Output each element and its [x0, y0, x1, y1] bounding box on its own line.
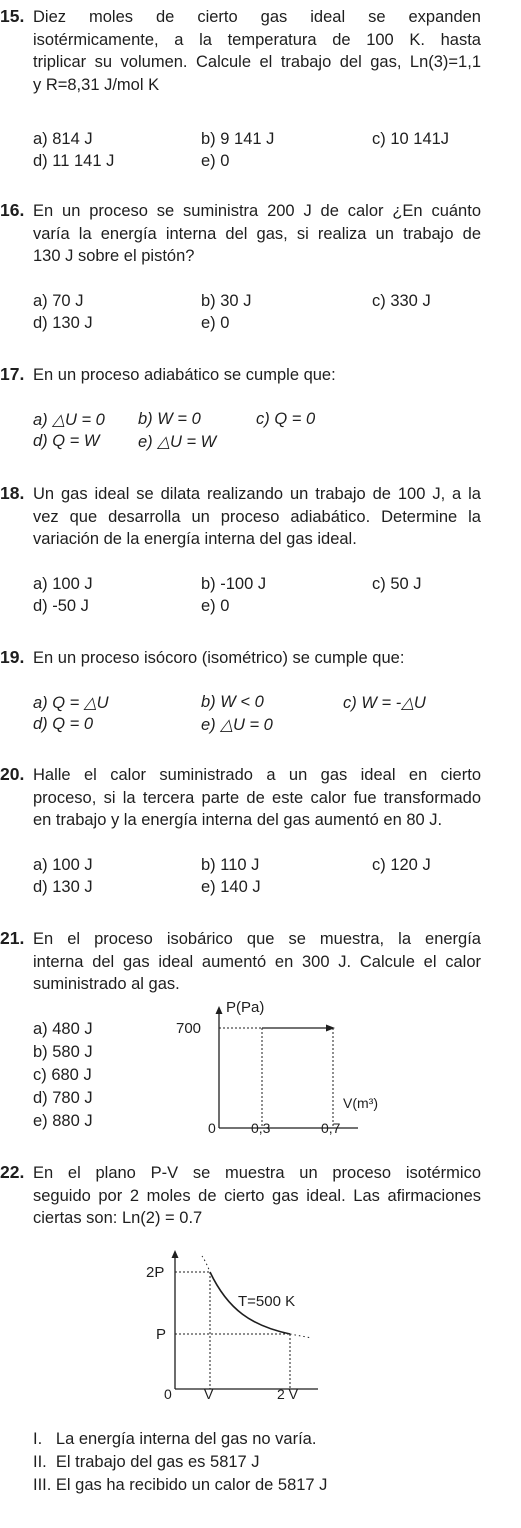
option-a[interactable]: a) 100 J — [33, 856, 93, 874]
question-number: 22. — [0, 1162, 25, 1182]
isotherm-extension-end — [290, 1334, 312, 1338]
option-b[interactable]: b) -100 J — [201, 575, 267, 593]
option-c[interactable]: c) W = -△U — [343, 694, 426, 712]
option-e[interactable]: e) 880 J — [33, 1112, 93, 1130]
option-a[interactable]: a) 814 J — [33, 130, 93, 148]
y-axis-arrow — [216, 1006, 223, 1014]
pressure-tick: 700 — [176, 1020, 202, 1037]
question-text: En el plano P-V se muestra un proceso isotérmico seguido por 2 moles de cierto gas ideal. Las afirmaciones ciertas son: Ln(2) = 0.7 — [33, 1164, 481, 1227]
option-b[interactable]: b) W < 0 — [201, 693, 264, 711]
option-c[interactable]: c) 330 J — [372, 292, 431, 310]
question-text: Diez moles de cierto gas ideal se expanden isotérmicamente, a la temperatura de 100 K. hasta triplicar su volumen. Calcule el trabajo del gas, Ln(3)=1,1 y R=8,31 J/mol K — [33, 8, 481, 94]
option-b[interactable]: b) 30 J — [201, 292, 252, 310]
option-a[interactable]: a) 70 J — [33, 292, 84, 310]
option-d[interactable]: d) 11 141 J — [33, 152, 115, 170]
v1-tick: 0,3 — [251, 1120, 271, 1135]
question-text: En un proceso adiabático se cumple que: — [33, 366, 336, 384]
option-a[interactable]: a) △U = 0 — [33, 411, 105, 429]
y-axis-label: P(Pa) — [226, 1000, 265, 1016]
option-c[interactable]: c) 10 141J — [372, 130, 450, 148]
option-d[interactable]: d) Q = 0 — [33, 715, 94, 733]
option-d[interactable]: d) 130 J — [33, 314, 93, 332]
option-e[interactable]: e) 0 — [201, 152, 230, 170]
question-number: 15. — [0, 6, 25, 26]
option-a[interactable]: a) 480 J — [33, 1020, 93, 1038]
origin-label: 0 — [164, 1386, 172, 1402]
option-d[interactable]: d) -50 J — [33, 597, 89, 615]
option-d[interactable]: d) 780 J — [33, 1089, 93, 1107]
option-c[interactable]: c) 120 J — [372, 856, 431, 874]
option-a[interactable]: a) 100 J — [33, 575, 93, 593]
2p-tick: 2P — [146, 1264, 165, 1281]
option-c[interactable]: c) 680 J — [33, 1066, 92, 1084]
question-text: Un gas ideal se dilata realizando un trabajo de 100 J, a la vez que desarrolla un proceso adiabático. Determine la variación de la energía interna del gas ideal. — [33, 485, 481, 548]
option-b[interactable]: b) 9 141 J — [201, 130, 275, 148]
option-d[interactable]: d) Q = W — [33, 432, 100, 450]
v-tick: V — [204, 1386, 214, 1402]
temperature-label: T=500 K — [238, 1293, 296, 1310]
question-number: 18. — [0, 483, 25, 503]
p-tick: P — [156, 1326, 167, 1343]
question-text: En un proceso se suministra 200 J de calor ¿En cuánto varía la energía interna del gas, si realiza un trabajo de 130 J sobre el pistón? — [33, 202, 481, 265]
option-c[interactable]: c) 50 J — [372, 575, 422, 593]
y-axis-arrow — [172, 1250, 179, 1258]
option-e[interactable]: e) △U = 0 — [201, 716, 273, 734]
isothermal-pv-graph — [140, 1244, 340, 1404]
2v-tick: 2 V — [277, 1386, 299, 1402]
isobaric-pv-graph — [168, 1000, 408, 1135]
option-e[interactable]: e) 0 — [201, 597, 230, 615]
question-number: 21. — [0, 928, 25, 948]
option-b[interactable]: b) W = 0 — [138, 410, 201, 428]
origin-label: 0 — [208, 1120, 216, 1135]
question-text: En un proceso isócoro (isométrico) se cumple que: — [33, 649, 405, 667]
option-d[interactable]: d) 130 J — [33, 878, 93, 896]
isotherm-extension-start — [202, 1256, 210, 1272]
x-axis-label: V(m³) — [343, 1095, 378, 1111]
question-text: En el proceso isobárico que se muestra, la energía interna del gas ideal aumentó en 300 J. Calcule el calor suministrado al gas. — [33, 930, 481, 993]
question-text: Halle el calor suministrado a un gas ideal en cierto proceso, si la tercera parte de este calor fue transformado en trabajo y la energía interna del gas aumentó en 80 J. — [33, 766, 481, 829]
statement-3: III. El gas ha recibido un calor de 5817 J — [33, 1476, 328, 1494]
option-e[interactable]: e) 140 J — [201, 878, 261, 896]
process-arrow — [326, 1025, 335, 1032]
option-b[interactable]: b) 110 J — [201, 856, 260, 874]
statement-2: II. El trabajo del gas es 5817 J — [33, 1453, 260, 1471]
option-a[interactable]: a) Q = △U — [33, 694, 109, 712]
question-number: 19. — [0, 647, 25, 667]
option-b[interactable]: b) 580 J — [33, 1043, 93, 1061]
option-e[interactable]: e) △U = W — [138, 433, 217, 451]
statement-1: I. La energía interna del gas no varía. — [33, 1430, 317, 1448]
v2-tick: 0,7 — [321, 1120, 341, 1135]
question-number: 17. — [0, 364, 25, 384]
option-c[interactable]: c) Q = 0 — [256, 410, 316, 428]
option-e[interactable]: e) 0 — [201, 314, 230, 332]
question-number: 20. — [0, 764, 25, 784]
question-number: 16. — [0, 200, 25, 220]
